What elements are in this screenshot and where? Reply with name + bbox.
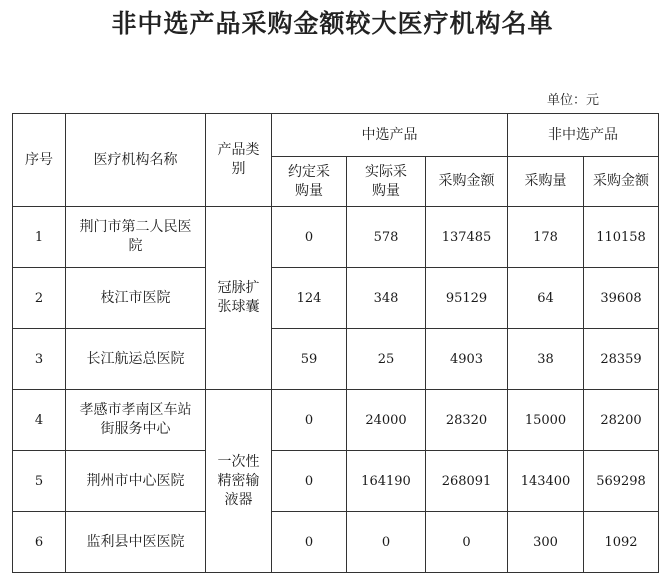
row-actual-qty: 164190 bbox=[347, 451, 426, 512]
row-nonselected-amount: 28200 bbox=[584, 390, 659, 451]
header-nonselected-amount: 采购金额 bbox=[584, 157, 659, 207]
row-actual-qty: 25 bbox=[347, 329, 426, 390]
row-nonselected-amount: 1092 bbox=[584, 512, 659, 573]
header-actual-qty: 实际采购量 bbox=[347, 157, 426, 207]
row-nonselected-qty: 143400 bbox=[508, 451, 584, 512]
row-seq: 3 bbox=[13, 329, 66, 390]
header-agreed-qty: 约定采购量 bbox=[272, 157, 347, 207]
row-nonselected-amount: 39608 bbox=[584, 268, 659, 329]
row-selected-amount: 0 bbox=[426, 512, 508, 573]
institution-table bbox=[12, 113, 659, 573]
row-seq: 4 bbox=[13, 390, 66, 451]
row-seq: 5 bbox=[13, 451, 66, 512]
row-agreed-qty: 0 bbox=[272, 207, 347, 268]
row-agreed-qty: 59 bbox=[272, 329, 347, 390]
row-institution: 荆州市中心医院 bbox=[66, 451, 206, 512]
header-seq: 序号 bbox=[13, 114, 66, 207]
row-actual-qty: 348 bbox=[347, 268, 426, 329]
row-agreed-qty: 124 bbox=[272, 268, 347, 329]
row-actual-qty: 578 bbox=[347, 207, 426, 268]
row-selected-amount: 28320 bbox=[426, 390, 508, 451]
row-agreed-qty: 0 bbox=[272, 390, 347, 451]
row-institution: 监利县中医医院 bbox=[66, 512, 206, 573]
row-nonselected-amount: 569298 bbox=[584, 451, 659, 512]
header-category: 产品类别 bbox=[206, 114, 272, 207]
category-cell: 一次性精密输液器 bbox=[206, 390, 272, 573]
row-nonselected-qty: 300 bbox=[508, 512, 584, 573]
row-nonselected-qty: 15000 bbox=[508, 390, 584, 451]
row-nonselected-qty: 178 bbox=[508, 207, 584, 268]
row-selected-amount: 95129 bbox=[426, 268, 508, 329]
row-agreed-qty: 0 bbox=[272, 451, 347, 512]
table-row bbox=[13, 451, 659, 512]
header-nonselected-qty: 采购量 bbox=[508, 157, 584, 207]
row-actual-qty: 0 bbox=[347, 512, 426, 573]
header-institution: 医疗机构名称 bbox=[66, 114, 206, 207]
header-selected-amount: 采购金额 bbox=[426, 157, 508, 207]
row-seq: 6 bbox=[13, 512, 66, 573]
header-nonselected-group: 非中选产品 bbox=[508, 114, 659, 157]
row-institution: 枝江市医院 bbox=[66, 268, 206, 329]
row-agreed-qty: 0 bbox=[272, 512, 347, 573]
page-title: 非中选产品采购金额较大医疗机构名单 bbox=[111, 9, 554, 38]
table-row bbox=[13, 390, 659, 451]
row-institution: 孝感市孝南区车站街服务中心 bbox=[66, 390, 206, 451]
row-institution: 长江航运总医院 bbox=[66, 329, 206, 390]
row-selected-amount: 4903 bbox=[426, 329, 508, 390]
row-institution: 荆门市第二人民医院 bbox=[66, 207, 206, 268]
category-cell: 冠脉扩张球囊 bbox=[206, 207, 272, 390]
header-selected-group: 中选产品 bbox=[272, 114, 508, 157]
table-row bbox=[13, 268, 659, 329]
row-seq: 2 bbox=[13, 268, 66, 329]
row-nonselected-amount: 28359 bbox=[584, 329, 659, 390]
row-selected-amount: 137485 bbox=[426, 207, 508, 268]
row-seq: 1 bbox=[13, 207, 66, 268]
table-row bbox=[13, 329, 659, 390]
table-row bbox=[13, 512, 659, 573]
row-nonselected-amount: 110158 bbox=[584, 207, 659, 268]
row-nonselected-qty: 38 bbox=[508, 329, 584, 390]
row-nonselected-qty: 64 bbox=[508, 268, 584, 329]
unit-label: 单位：元 bbox=[547, 93, 600, 108]
header-row-1 bbox=[13, 114, 659, 157]
row-actual-qty: 24000 bbox=[347, 390, 426, 451]
table-row bbox=[13, 207, 659, 268]
row-selected-amount: 268091 bbox=[426, 451, 508, 512]
